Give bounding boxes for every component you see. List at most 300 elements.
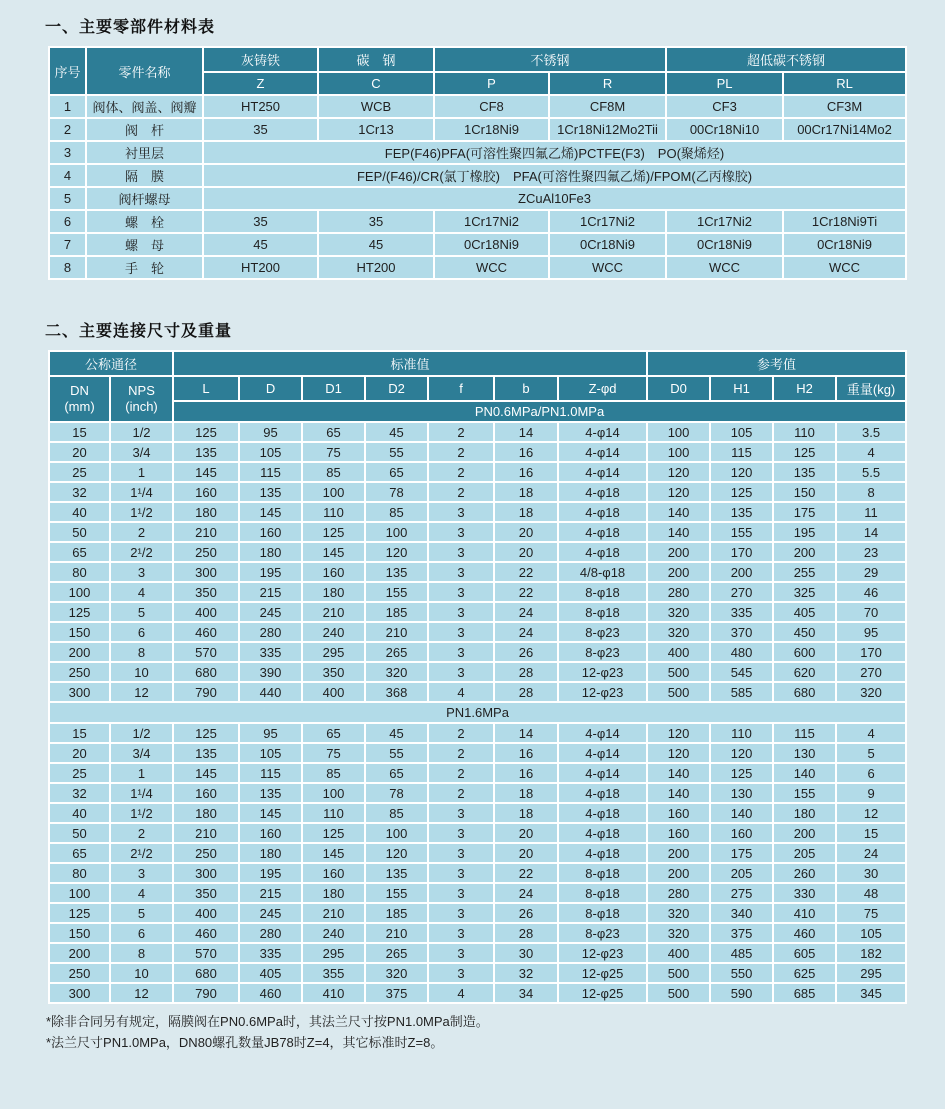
cell: 245: [239, 602, 302, 622]
cell: 545: [710, 662, 773, 682]
cell: 5: [49, 187, 86, 210]
cell: 32: [49, 482, 110, 502]
cell: 125: [302, 522, 365, 542]
table-row: [49, 622, 906, 642]
dimensions-table-title: 二、主要连接尺寸及重量: [45, 323, 233, 340]
cell: 4: [428, 983, 494, 1003]
cell: 250: [173, 542, 239, 562]
cell: 335: [239, 943, 302, 963]
cell: 4: [110, 883, 173, 903]
cell: 320: [647, 622, 710, 642]
cell: 295: [302, 642, 365, 662]
cell: 160: [239, 823, 302, 843]
cell: 0Cr18Ni9: [434, 233, 549, 256]
cell: 2: [110, 522, 173, 542]
cell: 105: [710, 422, 773, 442]
cell: 170: [710, 542, 773, 562]
cell: 34: [494, 983, 558, 1003]
table-row: [49, 983, 906, 1003]
cell: 245: [239, 903, 302, 923]
cell: 30: [836, 863, 906, 883]
cell: 5: [110, 602, 173, 622]
cell: 12: [836, 803, 906, 823]
cell: 120: [647, 462, 710, 482]
pressure-band-row-2: [49, 702, 906, 723]
cell: 115: [239, 462, 302, 482]
cell: 16: [494, 743, 558, 763]
table-row: [49, 442, 906, 462]
cell: 1: [49, 95, 86, 118]
cell: 2: [428, 763, 494, 783]
cell: 16: [494, 763, 558, 783]
cell: 330: [773, 883, 836, 903]
table-row: [49, 743, 906, 763]
table-row: [49, 582, 906, 602]
cell: 485: [710, 943, 773, 963]
cell: 460: [239, 983, 302, 1003]
cell: 2: [428, 462, 494, 482]
cell: 125: [173, 723, 239, 743]
cell: 300: [173, 863, 239, 883]
cell: 隔 膜: [86, 164, 203, 187]
code-r: R: [549, 72, 666, 95]
cell: 180: [239, 843, 302, 863]
cell: 590: [710, 983, 773, 1003]
cell: CF3M: [783, 95, 906, 118]
cell: 8-φ23: [558, 923, 647, 943]
cell: 2: [428, 422, 494, 442]
cell: 1¹/4: [110, 783, 173, 803]
table-row: [49, 462, 906, 482]
cell: 120: [647, 723, 710, 743]
cell: 3: [428, 863, 494, 883]
cell: 3: [428, 622, 494, 642]
cell: 85: [302, 763, 365, 783]
cell: 1Cr18Ni12Mo2Tii: [549, 118, 666, 141]
cell: 4-φ14: [558, 422, 647, 442]
cell: WCC: [549, 256, 666, 279]
cell: 160: [647, 803, 710, 823]
cell: 175: [710, 843, 773, 863]
cell: 65: [365, 763, 428, 783]
cell: 1Cr13: [318, 118, 434, 141]
cell: 115: [710, 442, 773, 462]
cell: 3: [428, 923, 494, 943]
cell: 4-φ14: [558, 743, 647, 763]
cell: 680: [173, 662, 239, 682]
cell: 18: [494, 482, 558, 502]
group-reference-values: 参考值: [647, 351, 906, 376]
cell: 1: [110, 763, 173, 783]
col-nps-label: NPS: [128, 383, 155, 398]
cell: 80: [49, 562, 110, 582]
cell: 6: [49, 210, 86, 233]
dims-body-2: [49, 723, 906, 1003]
cell: 215: [239, 883, 302, 903]
cell: 400: [173, 903, 239, 923]
cell: 35: [203, 210, 318, 233]
cell: 145: [173, 462, 239, 482]
group-gray-iron: 灰铸铁: [203, 47, 318, 72]
col-d2: D2: [365, 376, 428, 401]
cell: 65: [302, 422, 365, 442]
cell: 45: [365, 422, 428, 442]
cell: 350: [302, 662, 365, 682]
cell: 3: [49, 141, 86, 164]
col-dn-unit: (mm): [64, 399, 95, 414]
code-p: P: [434, 72, 549, 95]
cell: 14: [836, 522, 906, 542]
cell: 130: [710, 783, 773, 803]
cell: 410: [302, 983, 365, 1003]
col-weight: 重量(kg): [836, 376, 906, 401]
cell: 250: [49, 963, 110, 983]
cell: 250: [173, 843, 239, 863]
cell: 145: [239, 502, 302, 522]
cell: 3: [428, 642, 494, 662]
cell: 195: [239, 863, 302, 883]
cell: 23: [836, 542, 906, 562]
cell: 3: [428, 843, 494, 863]
cell: 5: [836, 743, 906, 763]
cell: 340: [710, 903, 773, 923]
cell: 8-φ18: [558, 883, 647, 903]
cell: 24: [494, 622, 558, 642]
cell: 460: [173, 923, 239, 943]
cell: 1: [110, 462, 173, 482]
cell: 440: [239, 682, 302, 702]
cell: 50: [49, 823, 110, 843]
cell: 3.5: [836, 422, 906, 442]
cell: 195: [773, 522, 836, 542]
cell: 260: [773, 863, 836, 883]
pressure-band-row-1: [49, 401, 906, 422]
cell: 480: [710, 642, 773, 662]
table-row: [49, 118, 906, 141]
cell: 350: [173, 582, 239, 602]
cell: 625: [773, 963, 836, 983]
cell: 125: [710, 763, 773, 783]
cell: 140: [647, 763, 710, 783]
cell: 8-φ18: [558, 863, 647, 883]
cell: 8-φ23: [558, 642, 647, 662]
cell: 4-φ14: [558, 763, 647, 783]
cell: 100: [647, 442, 710, 462]
cell: 85: [365, 502, 428, 522]
cell: 2: [49, 118, 86, 141]
cell: 270: [836, 662, 906, 682]
cell: WCB: [318, 95, 434, 118]
cell: 320: [647, 923, 710, 943]
cell: CF8: [434, 95, 549, 118]
cell: 5.5: [836, 462, 906, 482]
cell: 325: [773, 582, 836, 602]
cell: 4-φ18: [558, 823, 647, 843]
cell: 78: [365, 482, 428, 502]
table-row: [49, 723, 906, 743]
cell: 200: [647, 843, 710, 863]
cell: 255: [773, 562, 836, 582]
cell: HT200: [318, 256, 434, 279]
cell: 28: [494, 923, 558, 943]
cell: 螺 栓: [86, 210, 203, 233]
table-row: [49, 210, 906, 233]
cell: 2: [428, 482, 494, 502]
table-row: [49, 883, 906, 903]
cell: 390: [239, 662, 302, 682]
dims-band-2: [49, 702, 906, 723]
cell: 215: [239, 582, 302, 602]
cell: 160: [710, 823, 773, 843]
cell: 240: [302, 622, 365, 642]
cell: 280: [239, 923, 302, 943]
cell: 75: [302, 442, 365, 462]
cell: 135: [365, 562, 428, 582]
cell: 200: [49, 642, 110, 662]
cell: 3: [428, 963, 494, 983]
cell: 345: [836, 983, 906, 1003]
cell: 110: [302, 803, 365, 823]
cell: 18: [494, 783, 558, 803]
col-dn-label: DN: [70, 383, 89, 398]
cell: 20: [494, 823, 558, 843]
cell: 130: [773, 743, 836, 763]
materials-table-head: [49, 47, 906, 95]
cell: 110: [302, 502, 365, 522]
cell: ZCuAl10Fe3: [203, 187, 906, 210]
cell: 2: [428, 442, 494, 462]
cell: 110: [773, 422, 836, 442]
cell: 100: [302, 783, 365, 803]
cell: HT200: [203, 256, 318, 279]
cell: 265: [365, 642, 428, 662]
cell: 270: [710, 582, 773, 602]
cell: 20: [494, 843, 558, 863]
cell: 3: [428, 502, 494, 522]
cell: 3: [428, 903, 494, 923]
cell: 145: [173, 763, 239, 783]
table-row: [49, 141, 906, 164]
cell: 1Cr17Ni2: [434, 210, 549, 233]
cell: 45: [365, 723, 428, 743]
cell: 370: [710, 622, 773, 642]
cell: 4-φ14: [558, 723, 647, 743]
cell: 155: [365, 582, 428, 602]
cell: 620: [773, 662, 836, 682]
cell: 400: [302, 682, 365, 702]
cell: 125: [49, 602, 110, 622]
cell: 8: [49, 256, 86, 279]
cell: 4: [836, 723, 906, 743]
footnote-line-2: *法兰尺寸PN1.0MPa，DN80螺孔数量JB78时Z=4，其它标准时Z=8。: [46, 1035, 444, 1050]
table-row: [49, 482, 906, 502]
cell: 12: [110, 983, 173, 1003]
cell: 405: [773, 602, 836, 622]
cell: 680: [173, 963, 239, 983]
cell: 2¹/2: [110, 542, 173, 562]
cell: 9: [836, 783, 906, 803]
cell: 3: [428, 943, 494, 963]
col-d0: D0: [647, 376, 710, 401]
table-row: [49, 843, 906, 863]
dims-body-1: [49, 422, 906, 702]
materials-table-body: [49, 95, 906, 279]
cell: WCC: [434, 256, 549, 279]
cell: 182: [836, 943, 906, 963]
table-row: [49, 233, 906, 256]
cell: 790: [173, 682, 239, 702]
cell: 400: [647, 642, 710, 662]
cell: 6: [836, 763, 906, 783]
cell: 4-φ18: [558, 783, 647, 803]
cell: 570: [173, 943, 239, 963]
cell: 0Cr18Ni9: [783, 233, 906, 256]
table-row: [49, 502, 906, 522]
col-h1: H1: [710, 376, 773, 401]
col-nps: [110, 376, 173, 422]
table-row: [49, 542, 906, 562]
cell: 135: [710, 502, 773, 522]
cell: 135: [365, 863, 428, 883]
cell: 20: [494, 522, 558, 542]
cell: 18: [494, 803, 558, 823]
pressure-band-pn16: PN1.6MPa: [49, 702, 906, 723]
cell: 180: [173, 803, 239, 823]
table-row: [49, 763, 906, 783]
cell: 4-φ18: [558, 502, 647, 522]
cell: 3: [428, 562, 494, 582]
cell: 1Cr18Ni9Ti: [783, 210, 906, 233]
cell: 320: [365, 963, 428, 983]
cell: 180: [239, 542, 302, 562]
group-stainless: 不锈钢: [434, 47, 666, 72]
cell: 75: [302, 743, 365, 763]
cell: 185: [365, 903, 428, 923]
table-row: [49, 682, 906, 702]
cell: 1/2: [110, 422, 173, 442]
footnotes: [46, 1011, 905, 1053]
cell: 衬里层: [86, 141, 203, 164]
cell: 24: [494, 602, 558, 622]
col-h2: H2: [773, 376, 836, 401]
cell: 210: [365, 923, 428, 943]
cell: 140: [647, 522, 710, 542]
col-z-phi-d: Z-φd: [558, 376, 647, 401]
cell: 320: [647, 903, 710, 923]
cell: 140: [710, 803, 773, 823]
cell: 135: [173, 743, 239, 763]
cell: 4: [428, 682, 494, 702]
table-row: [49, 187, 906, 210]
dimensions-header-cols: [49, 376, 906, 401]
table-row: [49, 662, 906, 682]
cell: 300: [173, 562, 239, 582]
cell: 75: [836, 903, 906, 923]
table-row: [49, 943, 906, 963]
table-row: [49, 164, 906, 187]
table-row: [49, 863, 906, 883]
cell: 12-φ23: [558, 682, 647, 702]
cell: 8-φ23: [558, 622, 647, 642]
cell: 95: [239, 422, 302, 442]
cell: 3/4: [110, 743, 173, 763]
cell: 200: [773, 542, 836, 562]
cell: 105: [239, 743, 302, 763]
cell: 790: [173, 983, 239, 1003]
cell: 18: [494, 502, 558, 522]
cell: 10: [110, 963, 173, 983]
cell: 120: [647, 743, 710, 763]
cell: 00Cr17Ni14Mo2: [783, 118, 906, 141]
table-row: [49, 95, 906, 118]
cell: 46: [836, 582, 906, 602]
cell: 140: [647, 502, 710, 522]
cell: 1Cr17Ni2: [666, 210, 783, 233]
cell: 5: [110, 903, 173, 923]
cell: 400: [647, 943, 710, 963]
cell: 200: [647, 542, 710, 562]
cell: 295: [302, 943, 365, 963]
cell: 85: [365, 803, 428, 823]
col-b: b: [494, 376, 558, 401]
cell: 8: [836, 482, 906, 502]
cell: 12-φ25: [558, 983, 647, 1003]
cell: 100: [365, 522, 428, 542]
cell: 160: [239, 522, 302, 542]
group-standard-values: 标准值: [173, 351, 647, 376]
cell: 120: [365, 843, 428, 863]
cell: 400: [173, 602, 239, 622]
materials-header-groups: [49, 47, 906, 72]
cell: 125: [302, 823, 365, 843]
cell: 0Cr18Ni9: [666, 233, 783, 256]
cell: 210: [173, 522, 239, 542]
col-nps-unit: (inch): [125, 399, 158, 414]
cell: 200: [773, 823, 836, 843]
cell: 160: [302, 562, 365, 582]
cell: 145: [302, 542, 365, 562]
cell: 200: [49, 943, 110, 963]
materials-table: [48, 46, 907, 280]
cell: 160: [302, 863, 365, 883]
cell: 280: [647, 582, 710, 602]
cell: 1¹/2: [110, 502, 173, 522]
cell: 585: [710, 682, 773, 702]
cell: 26: [494, 903, 558, 923]
cell: 55: [365, 743, 428, 763]
cell: 32: [494, 963, 558, 983]
cell: 8-φ18: [558, 582, 647, 602]
cell: 240: [302, 923, 365, 943]
cell: 4: [49, 164, 86, 187]
cell: 135: [239, 783, 302, 803]
cell: 8-φ18: [558, 602, 647, 622]
group-carbon-steel: 碳 钢: [318, 47, 434, 72]
cell: 3: [110, 562, 173, 582]
cell: 50: [49, 522, 110, 542]
col-d1: D1: [302, 376, 365, 401]
cell: 4: [110, 582, 173, 602]
cell: 3: [428, 582, 494, 602]
cell: 1¹/4: [110, 482, 173, 502]
cell: 275: [710, 883, 773, 903]
cell: 500: [647, 662, 710, 682]
cell: 135: [239, 482, 302, 502]
cell: 300: [49, 983, 110, 1003]
cell: 1Cr17Ni2: [549, 210, 666, 233]
cell: 100: [49, 582, 110, 602]
cell: 210: [302, 602, 365, 622]
